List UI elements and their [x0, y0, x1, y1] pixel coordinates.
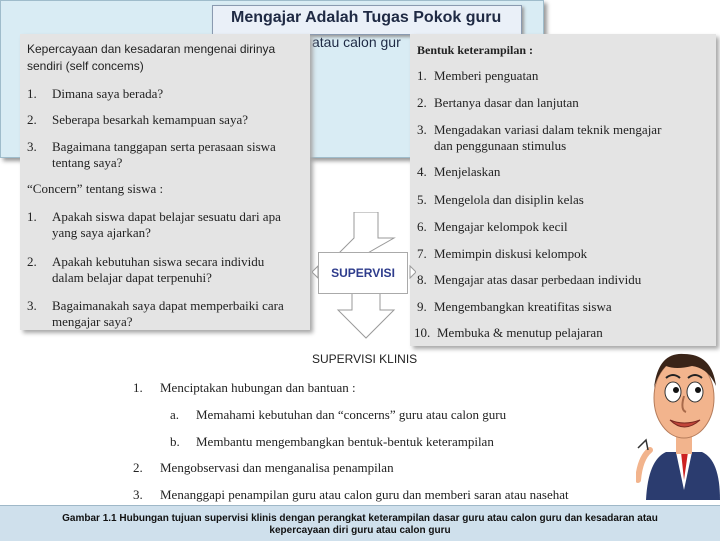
clinical-item-num: 2. — [133, 460, 143, 475]
concern-item-num: 2. — [27, 254, 37, 269]
clinical-item-text: Menanggapi penampilan guru atau calon guru dan memberi saran atau nasehat — [160, 487, 569, 502]
clinical-subitem-num: a. — [170, 407, 180, 422]
self-item-text-2: tentang saya? — [52, 155, 123, 170]
arrow-down-icon — [338, 212, 394, 254]
concern-item-text: Bagaimanakah saya dapat memperbaiki cara — [52, 298, 284, 313]
concern-item-text-2: yang saya ajarkan? — [52, 225, 151, 240]
self-item-num: 3. — [27, 139, 37, 154]
right-eye-icon — [687, 382, 703, 402]
skill-num: 1. — [417, 68, 427, 83]
skill-num: 8. — [417, 272, 427, 287]
skill-num: 2. — [417, 95, 427, 110]
concern-item-num: 1. — [27, 209, 37, 224]
skill-num: 9. — [417, 299, 427, 314]
self-heading: Kepercayaan dan kesadaran mengenai dirinya — [27, 42, 276, 56]
skill-text: Membuka & menutup pelajaran — [437, 325, 603, 340]
figure-caption — [0, 505, 720, 541]
skill-text: Mengajar kelompok kecil — [434, 219, 568, 234]
concern-item-text: Apakah siswa dapat belajar sesuatu dari apa — [52, 209, 281, 224]
caption-line1: Gambar 1.1 Hubungan tujuan supervisi klinis dengan perangkat keterampilan dasar guru atau calon guru dan kesadaran atau — [62, 513, 658, 524]
clinical-item-text: Menciptakan hubungan dan bantuan : — [160, 380, 356, 395]
self-heading-2: sendiri (self concems) — [27, 59, 144, 73]
clinical-item-num: 1. — [133, 380, 143, 395]
concern-heading: “Concern” tentang siswa : — [27, 181, 164, 196]
self-item-text: Bagaimana tanggapan serta perasaan siswa — [52, 139, 276, 154]
clinical-subitem-text: Membantu mengembangkan bentuk-bentuk keterampilan — [196, 434, 494, 449]
skill-num: 5. — [417, 192, 427, 207]
skill-text: Menjelaskan — [434, 164, 501, 179]
left-pupil-icon — [673, 387, 679, 393]
self-item-num: 2. — [27, 112, 37, 127]
skill-text: Bertanya dasar dan lanjutan — [434, 95, 579, 110]
clinical-item-num: 3. — [133, 487, 143, 502]
self-item-text: Seberapa besarkah kemampuan saya? — [52, 112, 248, 127]
supervisi-box — [318, 252, 408, 294]
skill-text: Memberi penguatan — [434, 68, 539, 83]
title-line2: atau calon gur — [312, 34, 401, 50]
concern-item-num: 3. — [27, 298, 37, 313]
concern-item-text-2: mengajar saya? — [52, 314, 133, 329]
skill-text-2: dan penggunaan stimulus — [434, 138, 567, 153]
clinical-heading: SUPERVISI KLINIS — [312, 352, 418, 366]
skill-num: 6. — [417, 219, 427, 234]
skill-num: 10. — [414, 325, 431, 340]
arrow-down-icon — [338, 292, 394, 338]
clinical-subitem-text: Memahami kebutuhan dan “concerns” guru atau calon guru — [196, 407, 507, 422]
skill-text: Mengelola dan disiplin kelas — [434, 192, 584, 207]
skills-heading: Bentuk keterampilan : — [417, 43, 534, 57]
right-pupil-icon — [695, 387, 701, 393]
arrow-right-icon — [410, 266, 416, 278]
self-item-num: 1. — [27, 86, 37, 101]
teacher-cartoon-illustration — [636, 340, 720, 506]
skill-text: Mengajar atas dasar perbedaan individu — [434, 272, 642, 287]
skill-num: 7. — [417, 246, 427, 261]
skill-num: 3. — [417, 122, 427, 137]
skill-num: 4. — [417, 164, 427, 179]
skill-text: Mengadakan variasi dalam teknik mengajar — [434, 122, 662, 137]
skill-text: Memimpin diskusi kelompok — [434, 246, 588, 261]
caption-line2: kepercayaan diri guru atau calon guru — [269, 525, 451, 536]
concern-item-text: Apakah kebutuhan siswa secara individu — [52, 254, 265, 269]
title-box — [212, 5, 522, 35]
self-item-text: Dimana saya berada? — [52, 86, 164, 101]
skill-text: Mengembangkan kreatifitas siswa — [434, 299, 612, 314]
clinical-subitem-num: b. — [170, 434, 180, 449]
clinical-item-text: Mengobservasi dan menganalisa penampilan — [160, 460, 394, 475]
left-eye-icon — [665, 382, 681, 402]
title-line1: Mengajar Adalah Tugas Pokok guru — [231, 9, 502, 26]
pointing-hand-icon — [638, 440, 648, 450]
concern-item-text-2: dalam belajar dapat terpenuhi? — [52, 270, 212, 285]
supervisi-label: SUPERVISI — [331, 266, 395, 280]
arm-shape — [638, 450, 650, 480]
